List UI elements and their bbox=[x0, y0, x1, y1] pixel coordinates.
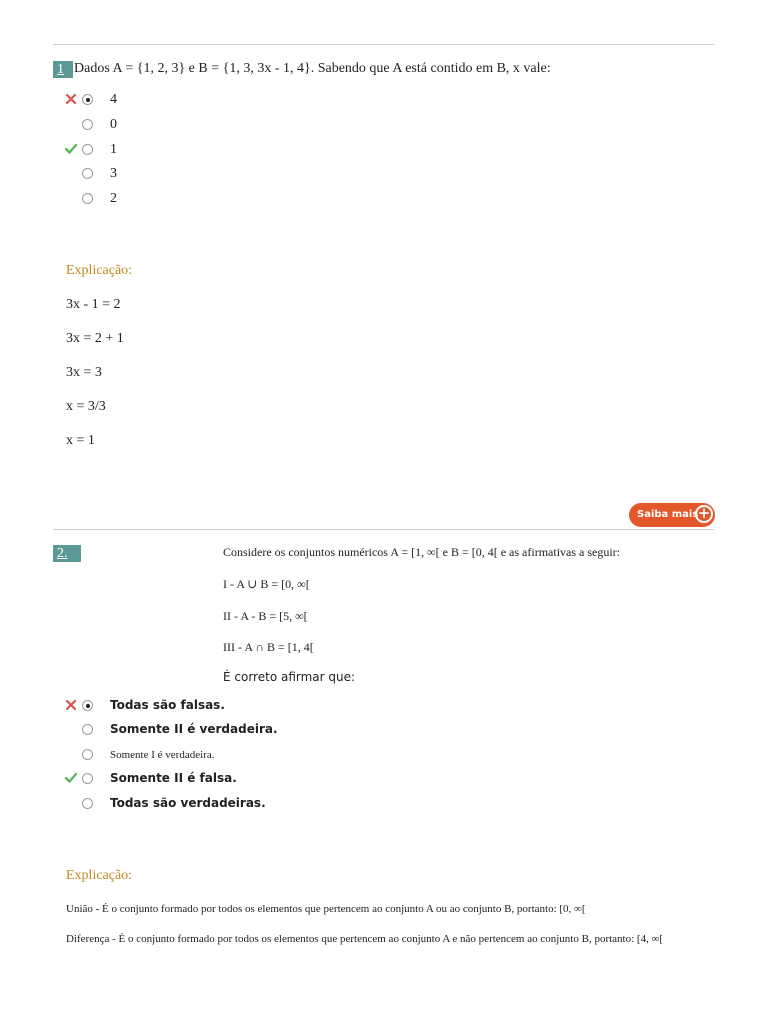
radio-button[interactable] bbox=[82, 724, 93, 735]
option-label: 2 bbox=[110, 191, 117, 206]
saiba-mais-button[interactable] bbox=[629, 503, 715, 527]
statement-line: III - A ∩ B = [1, 4[ bbox=[223, 640, 314, 654]
option-row[interactable] bbox=[64, 193, 464, 211]
statement-line: I - A ∪ B = [0, ∞[ bbox=[223, 577, 310, 591]
section-divider bbox=[53, 529, 714, 530]
explanation-title: Explicação: bbox=[66, 868, 133, 883]
explanation-title: Explicação: bbox=[66, 263, 133, 278]
radio-button[interactable] bbox=[82, 773, 93, 784]
explanation-line: 3x = 3 bbox=[66, 365, 102, 380]
question-2-intro: Considere os conjuntos numéricos A = [1, ∞[ e B = [0, 4[ e as afirmativas a seguir: bbox=[223, 545, 621, 559]
option-row[interactable] bbox=[64, 724, 464, 742]
checkmark-icon bbox=[64, 771, 78, 785]
top-divider bbox=[53, 44, 714, 45]
option-label: Todas são falsas. bbox=[110, 698, 225, 712]
question-2-number[interactable]: 2. bbox=[53, 545, 81, 562]
option-label: 1 bbox=[110, 142, 117, 157]
radio-button[interactable] bbox=[82, 144, 93, 155]
plus-circle-icon: + bbox=[695, 505, 713, 523]
option-row[interactable] bbox=[64, 144, 464, 162]
statement-line: II - A - B = [5, ∞[ bbox=[223, 609, 308, 623]
option-label: Todas são verdadeiras. bbox=[110, 796, 266, 810]
option-label: Somente II é verdadeira. bbox=[110, 722, 278, 736]
wrong-icon bbox=[64, 698, 78, 712]
option-label: 4 bbox=[110, 92, 117, 107]
explanation-line: 3x = 2 + 1 bbox=[66, 331, 124, 346]
radio-button[interactable] bbox=[82, 119, 93, 130]
wrong-icon bbox=[64, 92, 78, 106]
radio-button[interactable] bbox=[82, 798, 93, 809]
option-row[interactable] bbox=[64, 700, 464, 718]
option-row[interactable] bbox=[64, 773, 464, 791]
explanation-line: 3x - 1 = 2 bbox=[66, 297, 121, 312]
explanation-line: x = 1 bbox=[66, 433, 95, 448]
option-row[interactable] bbox=[64, 94, 464, 112]
explanation-line: Diferença - É o conjunto formado por todos os elementos que pertencem ao conjunto A e não pertencem ao conjunto B, portanto: [4, ∞[ bbox=[66, 933, 664, 945]
checkmark-icon bbox=[64, 142, 78, 156]
radio-button[interactable] bbox=[82, 749, 93, 760]
option-label: 0 bbox=[110, 117, 117, 132]
saiba-mais-label: Saiba mais bbox=[637, 509, 699, 520]
option-row[interactable] bbox=[64, 749, 464, 767]
radio-button[interactable] bbox=[82, 94, 93, 105]
question-1-number[interactable]: 1 bbox=[53, 61, 73, 78]
radio-button[interactable] bbox=[82, 193, 93, 204]
option-row[interactable] bbox=[64, 168, 464, 186]
option-label: Somente II é falsa. bbox=[110, 771, 237, 785]
option-row[interactable] bbox=[64, 798, 464, 816]
radio-button[interactable] bbox=[82, 700, 93, 711]
question-1-text: Dados A = {1, 2, 3} e B = {1, 3, 3x - 1, 4}. Sabendo que A está contido em B, x vale: bbox=[74, 61, 551, 76]
option-row[interactable] bbox=[64, 119, 464, 137]
explanation-line: União - É o conjunto formado por todos os elementos que pertencem ao conjunto A ou ao conjunto B, portanto: [0, ∞[ bbox=[66, 903, 586, 915]
option-label: Somente I é verdadeira. bbox=[110, 749, 215, 761]
option-label: 3 bbox=[110, 166, 117, 181]
radio-button[interactable] bbox=[82, 168, 93, 179]
explanation-line: x = 3/3 bbox=[66, 399, 106, 414]
question-2-prompt: É correto afirmar que: bbox=[223, 670, 356, 684]
